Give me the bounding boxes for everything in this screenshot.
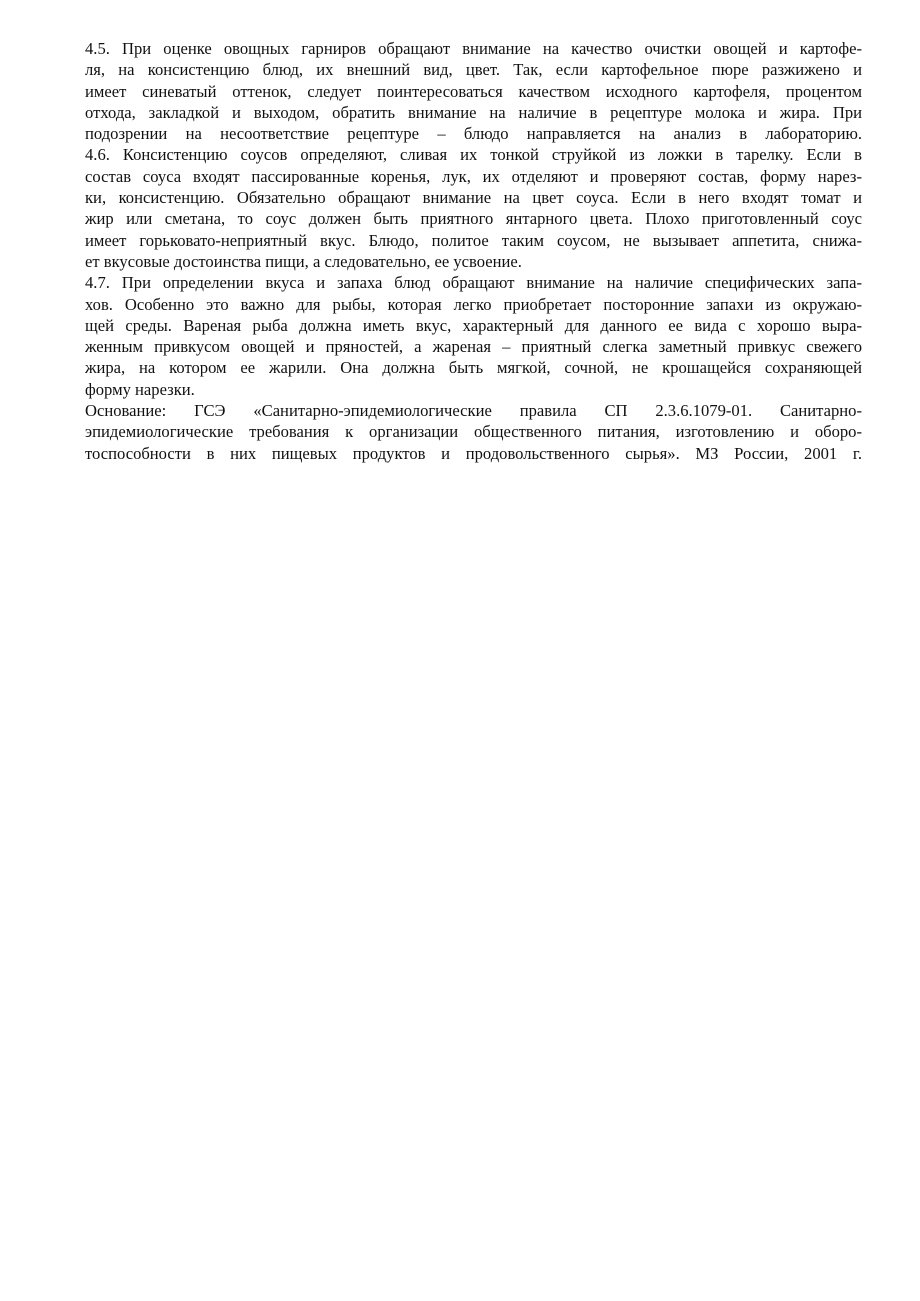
text-line: форму нарезки.: [85, 379, 195, 399]
text-line: женным привкусом овощей и пряностей, а жареная – приятный слегка заметный привкус свежего: [85, 337, 862, 357]
text-line: отхода, закладкой и выходом, обратить внимание на наличие в рецептуре молока и жира. При: [85, 102, 862, 122]
text-line: Основание: ГСЭ «Санитарно-эпидемиологические правила СП 2.3.6.1079-01. Санитарно-: [85, 401, 862, 421]
paragraph-4-6: [85, 144, 862, 272]
text-line: 4.6. Консистенцию соусов определяют, сливая их тонкой струйкой из ложки в тарелку. Если в: [85, 145, 862, 165]
text-line: жира, на котором ее жарили. Она должна быть мягкой, сочной, не крошащейся сохраняющей: [85, 358, 862, 378]
text-line: эпидемиологические требования к организации общественного питания, изготовлению и оборо-: [85, 422, 862, 442]
text-line: тоспособности в них пищевых продуктов и продовольственного сырья». МЗ России, 2001 г.: [85, 443, 862, 463]
document-page: [85, 38, 862, 464]
text-line: ет вкусовые достоинства пищи, а следовательно, ее усвоение.: [85, 251, 522, 271]
paragraph-basis: [85, 400, 862, 464]
text-line: имеет синеватый оттенок, следует поинтересоваться качеством исходного картофеля, процентом: [85, 81, 862, 101]
text-line: ки, консистенцию. Обязательно обращают внимание на цвет соуса. Если в него входят томат и: [85, 188, 862, 208]
text-line: щей среды. Вареная рыба должна иметь вкус, характерный для данного ее вида с хорошо выра-: [85, 315, 862, 335]
text-line: состав соуса входят пассированные коренья, лук, их отделяют и проверяют состав, форму нарез-: [85, 166, 862, 186]
text-line: 4.5. При оценке овощных гарниров обращают внимание на качество очистки овощей и картофе-: [85, 39, 862, 58]
text-line: имеет горьковато-неприятный вкус. Блюдо, политое таким соусом, не вызывает аппетита, снижа-: [85, 230, 862, 250]
text-line: подозрении на несоответствие рецептуре – блюдо направляется на анализ в лабораторию.: [85, 124, 862, 144]
text-line: 4.7. При определении вкуса и запаха блюд обращают внимание на наличие специфических запа-: [85, 273, 862, 293]
text-line: жир или сметана, то соус должен быть приятного янтарного цвета. Плохо приготовленный соус: [85, 209, 862, 229]
text-line: ля, на консистенцию блюд, их внешний вид, цвет. Так, если картофельное пюре разжижено и: [85, 60, 862, 80]
paragraph-4-5: [85, 38, 862, 144]
text-line: хов. Особенно это важно для рыбы, которая легко приобретает посторонние запахи из окружаю-: [85, 294, 862, 314]
paragraph-4-7: [85, 272, 862, 400]
